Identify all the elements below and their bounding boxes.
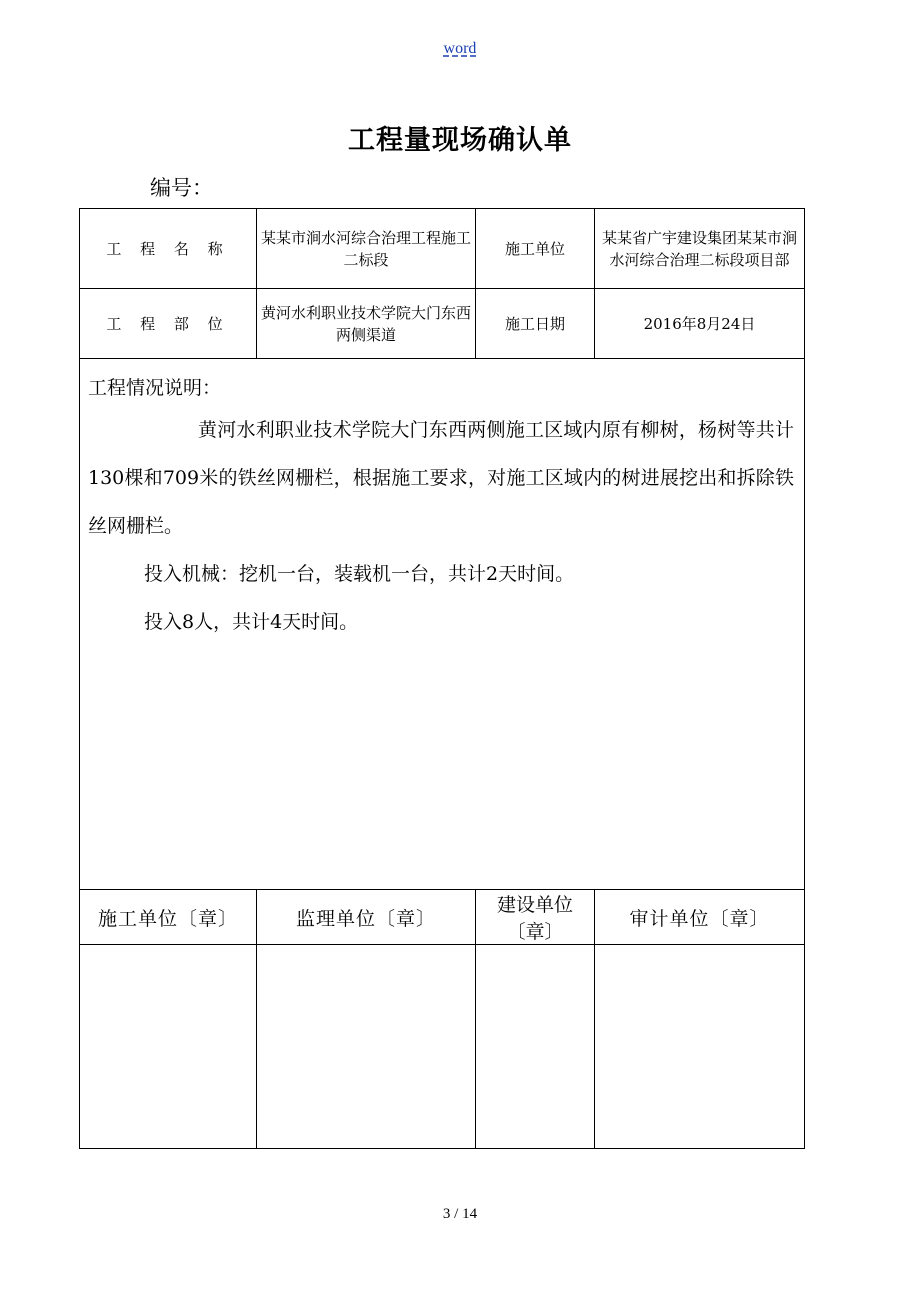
auditor-seal-area — [595, 945, 805, 1149]
supervisor-seal-label: 监理单位〔章〕 — [257, 890, 476, 945]
contractor-value: 某某省广宇建设集团某某市涧水河综合治理二标段项目部 — [595, 209, 805, 289]
auditor-seal-label: 审计单位〔章〕 — [595, 890, 805, 945]
description-cell — [80, 359, 805, 890]
signature-label-row — [80, 890, 805, 945]
contractor-seal-area — [80, 945, 257, 1149]
serial-number-label: 编号： — [150, 176, 213, 200]
confirmation-form-table — [79, 208, 805, 1149]
supervisor-seal-area — [257, 945, 476, 1149]
construction-date-label: 施工日期 — [476, 289, 595, 359]
project-location-row — [80, 289, 805, 359]
description-row — [80, 359, 805, 890]
project-name-value: 某某市涧水河综合治理工程施工二标段 — [257, 209, 476, 289]
description-paragraph: 黄河水利职业技术学院大门东西两侧施工区域内原有柳树，杨树等共计130棵和709米的铁丝网栅栏，根据施工要求，对施工区域内的树进展挖出和拆除铁丝网栅栏。 — [88, 419, 794, 537]
contractor-label: 施工单位 — [476, 209, 595, 289]
project-name-label: 工 程 名 称 — [80, 209, 257, 289]
contractor-seal-label: 施工单位〔章〕 — [80, 890, 257, 945]
header-word-link[interactable]: word — [443, 40, 477, 57]
project-name-row — [80, 209, 805, 289]
labor-line: 投入8人，共计4天时间。 — [144, 611, 359, 633]
description-heading: 工程情况说明： — [88, 377, 222, 399]
owner-seal-label: 建设单位〔章〕 — [476, 890, 595, 945]
page-number: 3 / 14 — [442, 1206, 478, 1222]
project-location-value: 黄河水利职业技术学院大门东西两侧渠道 — [257, 289, 476, 359]
construction-date-value: 2016年8月24日 — [595, 289, 805, 359]
project-location-label: 工 程 部 位 — [80, 289, 257, 359]
document-title: 工程量现场确认单 — [348, 125, 572, 156]
machinery-line: 投入机械：挖机一台，装载机一台，共计2天时间。 — [144, 563, 575, 585]
owner-seal-area — [476, 945, 595, 1149]
signature-space-row — [80, 945, 805, 1149]
